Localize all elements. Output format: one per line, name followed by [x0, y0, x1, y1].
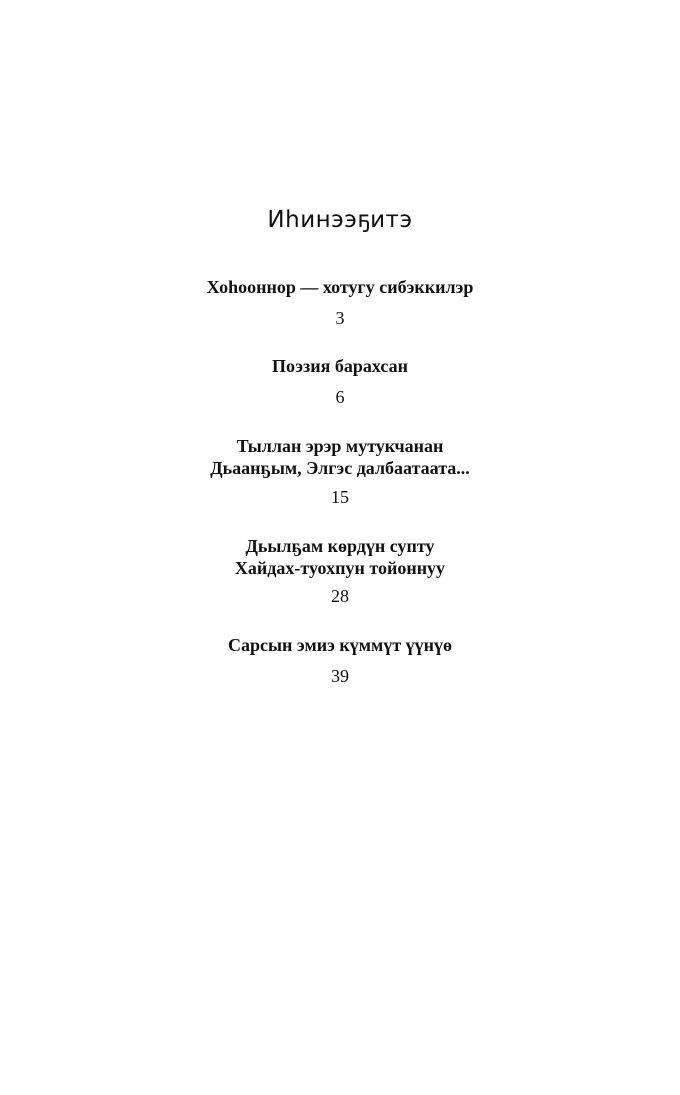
table-of-contents-title: Иһинээҕитэ: [267, 207, 413, 233]
toc-entry-title-line-1: Тыллан эрэр мутукчанан: [236, 436, 444, 456]
toc-entry-title: Сарсын эмиэ күммүт үүнүө: [227, 635, 453, 655]
toc-entry-title-line-2: Дьаанҕым, Элгэс далбаатаата...: [210, 458, 470, 478]
toc-entry-page-number: 3: [335, 308, 345, 328]
toc-entry: [0, 634, 680, 656]
toc-entry-title-line-2: Хайдах-туохпун тойоннуу: [234, 558, 446, 578]
toc-entry-page-number: 6: [335, 387, 345, 407]
toc-entry-page-number: 28: [331, 586, 349, 606]
toc-entry: [0, 535, 680, 579]
toc-entry-page-number: 39: [331, 666, 349, 686]
toc-entry: [0, 435, 680, 479]
toc-entry-title: Поэзия барахсан: [272, 356, 408, 376]
toc-entry: [0, 276, 680, 298]
toc-entry: [0, 355, 680, 377]
toc-entry-title-line-1: Дьылҕам көрдүн супту: [245, 536, 435, 556]
toc-entry-page-number: 15: [331, 487, 349, 507]
toc-entry-title: Хоһооннор — хотугу сибэккилэр: [206, 277, 474, 297]
